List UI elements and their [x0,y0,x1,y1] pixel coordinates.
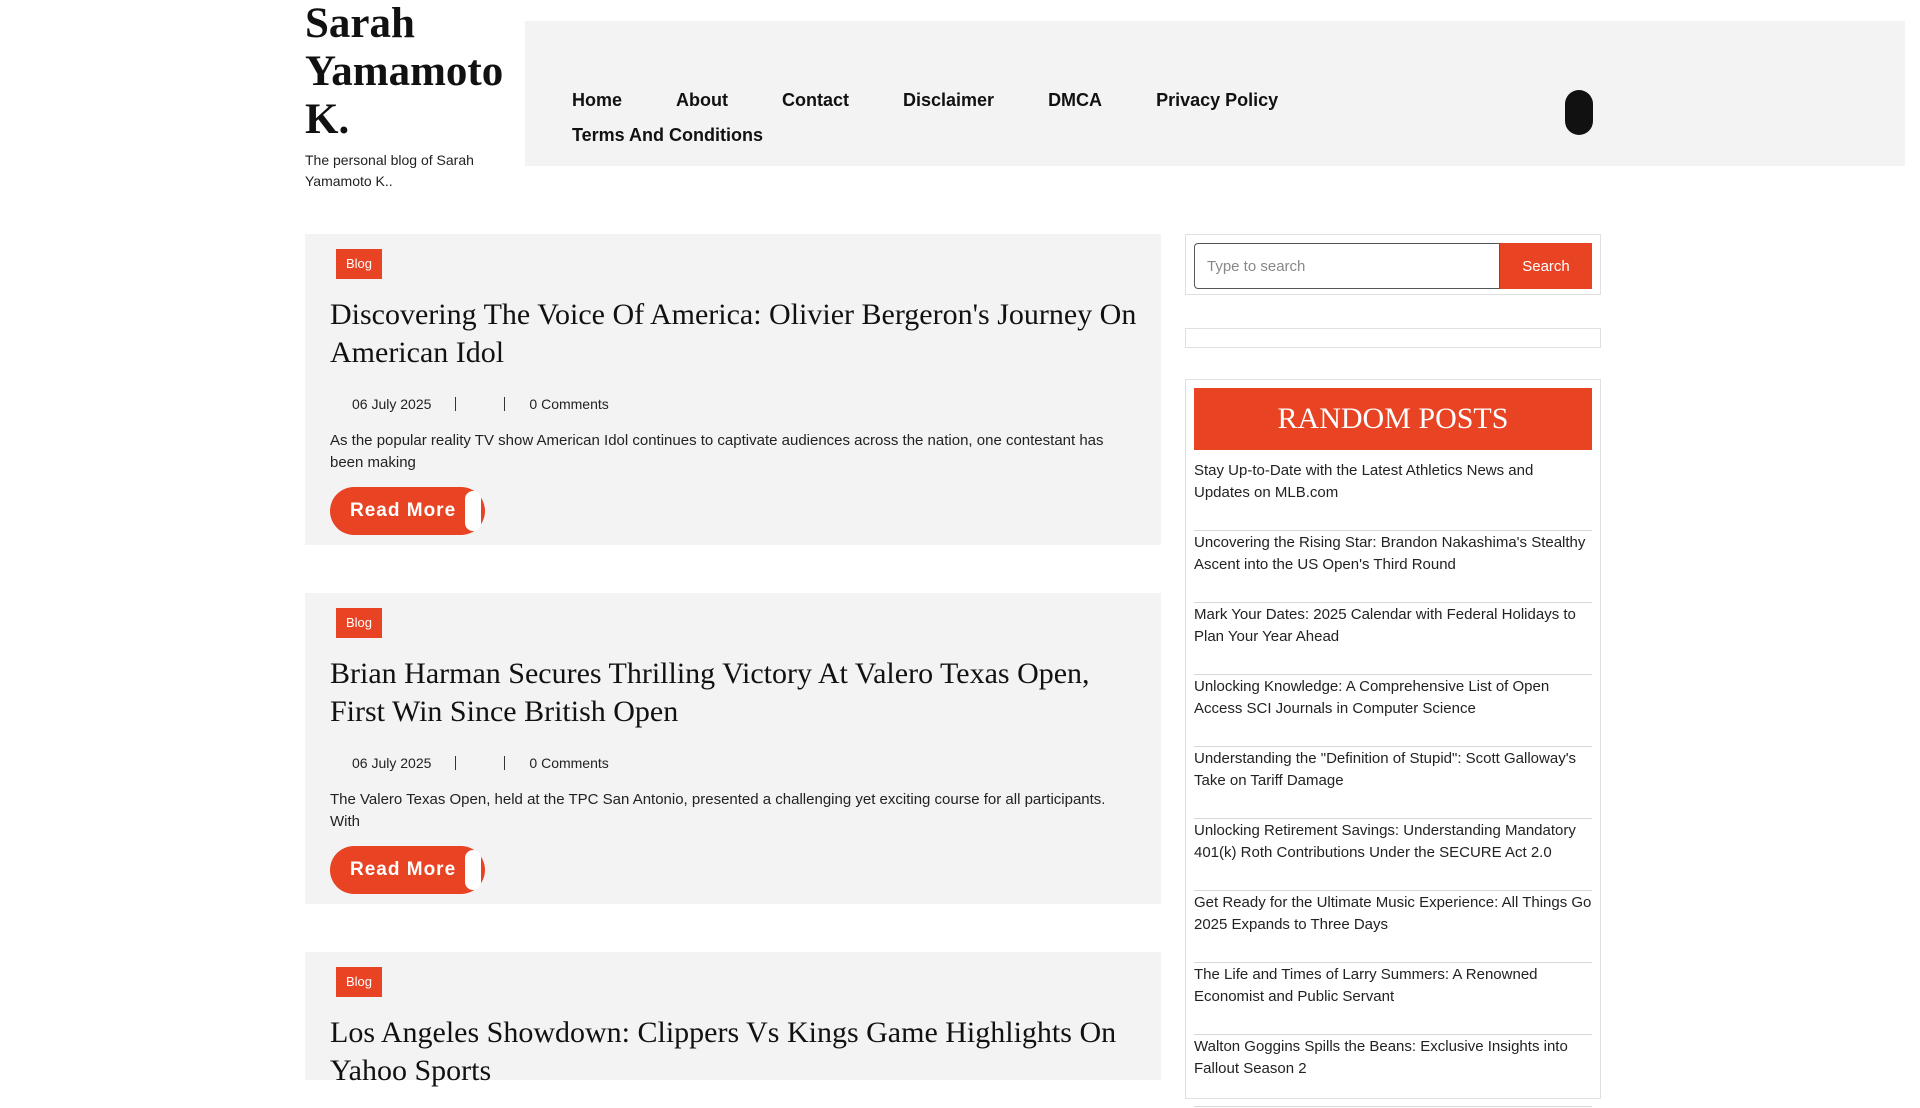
random-posts-list [1194,460,1592,1108]
nav-menu [572,83,1342,153]
post-excerpt: As the popular reality TV show American Idol continues to captivate audiences across the nation, one contestant has been making [330,432,1104,471]
random-post-link[interactable]: Unlocking Retirement Savings: Understanding Mandatory 401(k) Roth Contributions Under the SECURE Act 2.0 [1194,820,1592,891]
read-more-label: Read More [350,500,457,521]
category-badge[interactable]: Blog [336,967,382,997]
post-date: 06 July 2025 [352,755,432,771]
post-comments[interactable]: 0 Comments [529,755,609,771]
search-widget [1185,234,1601,295]
nav-item-terms[interactable]: Terms And Conditions [572,125,763,145]
nav-item-dmca[interactable]: DMCA [1048,90,1103,110]
post-card [305,952,1161,1087]
nav-item-disclaimer[interactable]: Disclaimer [903,90,995,110]
nav-item-privacy-policy[interactable]: Privacy Policy [1156,90,1279,110]
random-post-link[interactable]: Get Ready for the Ultimate Music Experience: All Things Go 2025 Expands to Three Days [1194,892,1592,963]
post-title[interactable]: Brian Harman Secures Thrilling Victory At Valero Texas Open, First Win Since British Open [330,657,1090,728]
post-excerpt: The Valero Texas Open, held at the TPC San Antonio, presented a challenging yet exciting course for all participants. With [330,791,1106,830]
menu-toggle-icon[interactable] [1565,90,1593,135]
site-tagline: The personal blog of Sarah Yamamoto K.. [305,152,474,189]
main-navigation [525,21,1905,166]
site-branding [305,0,515,192]
post-date: 06 July 2025 [352,396,432,412]
post-card [305,234,1161,545]
meta-divider [455,756,456,770]
nav-item-contact[interactable]: Contact [782,90,849,110]
random-post-link[interactable]: Walton Goggins Spills the Beans: Exclusive Insights into Fallout Season 2 [1194,1036,1592,1107]
random-posts-widget [1185,379,1601,1099]
random-post-link[interactable]: Stay Up-to-Date with the Latest Athletics News and Updates on MLB.com [1194,460,1592,531]
read-more-arrow-icon [465,491,481,531]
random-post-link[interactable]: Mark Your Dates: 2025 Calendar with Federal Holidays to Plan Your Year Ahead [1194,604,1592,675]
read-more-label: Read More [350,859,457,880]
random-post-link[interactable]: Unlocking Knowledge: A Comprehensive List of Open Access SCI Journals in Computer Science [1194,676,1592,747]
post-meta [352,396,609,412]
read-more-arrow-icon [465,850,481,890]
empty-widget [1185,328,1601,348]
post-title[interactable]: Los Angeles Showdown: Clippers Vs Kings Game Highlights On Yahoo Sports [330,1016,1117,1087]
site-title[interactable]: Sarah Yamamoto K. [305,0,504,143]
nav-item-about[interactable]: About [676,90,728,110]
search-button[interactable]: Search [1500,243,1592,289]
random-post-link[interactable]: Uncovering the Rising Star: Brandon Nakashima's Stealthy Ascent into the US Open's Third Round [1194,532,1592,603]
category-badge[interactable]: Blog [336,249,382,279]
meta-divider [504,397,505,411]
random-post-link[interactable]: Understanding the "Definition of Stupid": Scott Galloway's Take on Tariff Damage [1194,748,1592,819]
random-posts-heading: RANDOM POSTS [1194,388,1592,450]
search-input[interactable] [1194,243,1500,289]
scrollbar-gutter [1905,0,1920,1080]
category-badge[interactable]: Blog [336,608,382,638]
read-more-button[interactable] [330,487,485,535]
meta-divider [455,397,456,411]
post-meta [352,755,609,771]
post-card [305,593,1161,904]
post-title[interactable]: Discovering The Voice Of America: Olivier Bergeron's Journey On American Idol [330,298,1137,369]
meta-divider [504,756,505,770]
post-comments[interactable]: 0 Comments [529,396,609,412]
nav-item-home[interactable]: Home [572,90,623,110]
random-post-link[interactable]: The Life and Times of Larry Summers: A Renowned Economist and Public Servant [1194,964,1592,1035]
read-more-button[interactable] [330,846,485,894]
